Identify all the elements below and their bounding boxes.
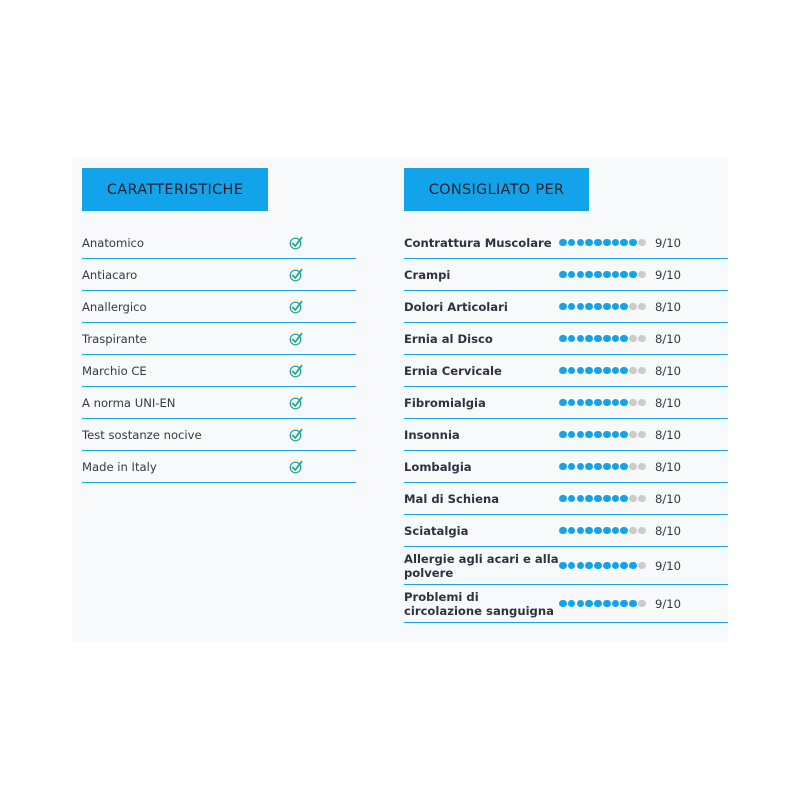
rating-dot-filled — [568, 495, 576, 503]
check-icon — [289, 332, 303, 346]
rating-dot-filled — [568, 303, 576, 311]
feature-row — [82, 323, 356, 355]
rating-dot-filled — [577, 562, 585, 570]
rating-dot-filled — [577, 527, 585, 535]
rating-dot-filled — [603, 463, 611, 471]
recommended-row — [404, 291, 728, 323]
recommended-row — [404, 451, 728, 483]
recommended-label: Fibromialgia — [404, 395, 486, 410]
rating-dot-filled — [603, 239, 611, 247]
rating-dot-filled — [612, 463, 620, 471]
check-icon — [289, 236, 303, 250]
rating-dot-filled — [594, 431, 602, 439]
rating-dots — [559, 600, 655, 608]
rating-dot-filled — [585, 495, 593, 503]
feature-row — [82, 259, 356, 291]
rating-dots — [559, 495, 655, 503]
rating-dot-empty — [638, 271, 646, 279]
rating-dot-filled — [620, 303, 628, 311]
rating-dot-filled — [612, 303, 620, 311]
rating-dot-filled — [559, 431, 567, 439]
check-icon — [289, 428, 303, 442]
recommended-label: Ernia al Disco — [404, 331, 493, 346]
rating-dot-filled — [585, 463, 593, 471]
rating-dot-filled — [594, 367, 602, 375]
rating-score: 8/10 — [655, 523, 682, 538]
rating-dot-filled — [594, 527, 602, 535]
feature-label: Anallergico — [82, 299, 147, 314]
rating-dot-filled — [612, 527, 620, 535]
rating-dot-filled — [568, 239, 576, 247]
feature-row — [82, 387, 356, 419]
rating-score: 8/10 — [655, 459, 682, 474]
rating-dot-empty — [638, 399, 646, 407]
rating-dot-filled — [585, 527, 593, 535]
rating-dot-filled — [612, 399, 620, 407]
rating-dots — [559, 431, 655, 439]
rating-dot-filled — [585, 600, 593, 608]
rating-dot-filled — [559, 303, 567, 311]
features-list — [82, 227, 356, 483]
rating-score: 9/10 — [655, 267, 682, 282]
rating-dot-empty — [629, 463, 637, 471]
rating-dot-filled — [568, 431, 576, 439]
recommended-list — [404, 227, 728, 623]
check-icon — [289, 268, 303, 282]
recommended-label: Insonnia — [404, 427, 460, 442]
recommended-label: Sciatalgia — [404, 523, 469, 538]
recommended-row — [404, 227, 728, 259]
rating-dot-filled — [577, 600, 585, 608]
rating-dot-empty — [638, 239, 646, 247]
check-icon — [289, 364, 303, 378]
recommended-row — [404, 419, 728, 451]
rating-dot-filled — [568, 399, 576, 407]
rating-dot-filled — [559, 562, 567, 570]
rating-dot-filled — [603, 303, 611, 311]
rating-score: 8/10 — [655, 331, 682, 346]
recommended-label: Mal di Schiena — [404, 491, 500, 506]
rating-dot-filled — [620, 367, 628, 375]
rating-score: 8/10 — [655, 363, 682, 378]
rating-score: 9/10 — [655, 235, 682, 250]
rating-score: 8/10 — [655, 299, 682, 314]
recommended-label: Ernia Cervicale — [404, 363, 502, 378]
rating-dot-filled — [559, 239, 567, 247]
rating-dot-filled — [603, 495, 611, 503]
rating-dot-filled — [577, 303, 585, 311]
rating-dot-filled — [577, 271, 585, 279]
rating-dot-filled — [620, 335, 628, 343]
rating-dot-filled — [603, 271, 611, 279]
rating-dot-filled — [559, 527, 567, 535]
rating-dot-filled — [559, 367, 567, 375]
feature-label: Antiacaro — [82, 267, 138, 282]
feature-label: Traspirante — [82, 331, 147, 346]
rating-dot-filled — [629, 271, 637, 279]
feature-row — [82, 451, 356, 483]
rating-dot-filled — [612, 562, 620, 570]
recommended-row — [404, 585, 728, 623]
rating-dot-filled — [585, 562, 593, 570]
rating-dot-empty — [638, 431, 646, 439]
rating-dot-empty — [638, 335, 646, 343]
rating-dot-filled — [603, 527, 611, 535]
rating-dot-filled — [612, 335, 620, 343]
rating-dot-filled — [559, 600, 567, 608]
rating-dots — [559, 367, 655, 375]
rating-dot-filled — [620, 239, 628, 247]
rating-dot-filled — [612, 239, 620, 247]
rating-dot-filled — [603, 431, 611, 439]
recommended-label: Crampi — [404, 267, 451, 282]
recommended-row — [404, 547, 728, 585]
rating-dot-filled — [620, 271, 628, 279]
rating-dot-filled — [568, 335, 576, 343]
rating-dot-filled — [585, 303, 593, 311]
rating-dot-filled — [577, 431, 585, 439]
rating-dot-filled — [577, 495, 585, 503]
rating-dot-filled — [620, 431, 628, 439]
feature-label: A norma UNI-EN — [82, 395, 176, 410]
rating-dot-filled — [594, 399, 602, 407]
rating-dots — [559, 527, 655, 535]
rating-dot-filled — [629, 600, 637, 608]
rating-dot-filled — [577, 367, 585, 375]
rating-dot-filled — [559, 399, 567, 407]
recommended-row — [404, 355, 728, 387]
feature-label: Made in Italy — [82, 459, 157, 474]
rating-dot-filled — [594, 463, 602, 471]
recommended-label: Problemi di circolazione sanguigna — [404, 589, 554, 618]
rating-dots — [559, 239, 655, 247]
rating-dots — [559, 335, 655, 343]
rating-dot-filled — [594, 495, 602, 503]
rating-dot-filled — [594, 303, 602, 311]
rating-dot-empty — [638, 367, 646, 375]
feature-row — [82, 291, 356, 323]
recommended-section — [404, 168, 728, 623]
rating-dot-filled — [620, 399, 628, 407]
rating-dot-empty — [629, 335, 637, 343]
rating-dot-filled — [620, 562, 628, 570]
rating-dot-empty — [638, 527, 646, 535]
features-section — [82, 168, 356, 483]
rating-dot-filled — [585, 399, 593, 407]
rating-dot-filled — [629, 239, 637, 247]
rating-dot-filled — [603, 600, 611, 608]
rating-dot-filled — [612, 600, 620, 608]
rating-dot-filled — [594, 335, 602, 343]
rating-dot-empty — [638, 562, 646, 570]
rating-dot-filled — [603, 399, 611, 407]
rating-dot-empty — [629, 367, 637, 375]
rating-score: 8/10 — [655, 491, 682, 506]
rating-dot-filled — [594, 271, 602, 279]
rating-dot-filled — [577, 239, 585, 247]
recommended-row — [404, 259, 728, 291]
recommended-label: Allergie agli acari e alla polvere — [404, 551, 559, 580]
rating-dot-filled — [585, 239, 593, 247]
rating-dot-empty — [629, 399, 637, 407]
feature-row — [82, 419, 356, 451]
rating-dot-filled — [603, 335, 611, 343]
rating-dot-empty — [638, 600, 646, 608]
rating-dot-filled — [568, 600, 576, 608]
rating-dot-filled — [585, 367, 593, 375]
rating-dot-filled — [629, 562, 637, 570]
rating-dots — [559, 562, 655, 570]
rating-dot-filled — [612, 495, 620, 503]
rating-dots — [559, 303, 655, 311]
rating-score: 9/10 — [655, 558, 682, 573]
rating-dot-filled — [577, 335, 585, 343]
rating-dot-filled — [612, 367, 620, 375]
recommended-row — [404, 483, 728, 515]
check-icon — [289, 396, 303, 410]
rating-dot-empty — [629, 303, 637, 311]
rating-dot-filled — [577, 463, 585, 471]
rating-dots — [559, 271, 655, 279]
rating-dot-filled — [594, 562, 602, 570]
recommended-row — [404, 387, 728, 419]
rating-dot-filled — [603, 367, 611, 375]
recommended-label: Lombalgia — [404, 459, 472, 474]
rating-dot-filled — [585, 431, 593, 439]
rating-dot-filled — [620, 495, 628, 503]
features-header: CARATTERISTICHE — [82, 168, 268, 211]
feature-label: Marchio CE — [82, 363, 147, 378]
feature-label: Anatomico — [82, 235, 145, 250]
rating-dot-filled — [577, 399, 585, 407]
rating-score: 8/10 — [655, 427, 682, 442]
rating-dot-filled — [568, 562, 576, 570]
rating-dots — [559, 463, 655, 471]
rating-dot-filled — [559, 335, 567, 343]
rating-dot-filled — [568, 463, 576, 471]
rating-dots — [559, 399, 655, 407]
rating-dot-filled — [603, 562, 611, 570]
rating-dot-filled — [594, 600, 602, 608]
rating-dot-filled — [585, 335, 593, 343]
recommended-label: Dolori Articolari — [404, 299, 508, 314]
rating-dot-filled — [568, 527, 576, 535]
check-icon — [289, 460, 303, 474]
feature-row — [82, 355, 356, 387]
rating-dot-filled — [620, 527, 628, 535]
rating-dot-empty — [629, 431, 637, 439]
rating-dot-empty — [638, 463, 646, 471]
feature-label: Test sostanze nocive — [82, 427, 202, 442]
rating-dot-filled — [568, 271, 576, 279]
rating-dot-empty — [629, 527, 637, 535]
rating-dot-filled — [559, 271, 567, 279]
check-icon — [289, 300, 303, 314]
rating-dot-filled — [612, 431, 620, 439]
rating-dot-filled — [612, 271, 620, 279]
recommended-header: CONSIGLIATO PER — [404, 168, 589, 211]
rating-dot-empty — [629, 495, 637, 503]
rating-dot-filled — [585, 271, 593, 279]
rating-dot-filled — [568, 367, 576, 375]
feature-row — [82, 227, 356, 259]
rating-dot-filled — [594, 239, 602, 247]
rating-dot-filled — [620, 463, 628, 471]
rating-dot-empty — [638, 303, 646, 311]
rating-dot-filled — [559, 463, 567, 471]
recommended-label: Contrattura Muscolare — [404, 235, 552, 250]
recommended-row — [404, 323, 728, 355]
rating-dot-filled — [620, 600, 628, 608]
recommended-row — [404, 515, 728, 547]
rating-score: 8/10 — [655, 395, 682, 410]
rating-score: 9/10 — [655, 596, 682, 611]
rating-dot-empty — [638, 495, 646, 503]
rating-dot-filled — [559, 495, 567, 503]
